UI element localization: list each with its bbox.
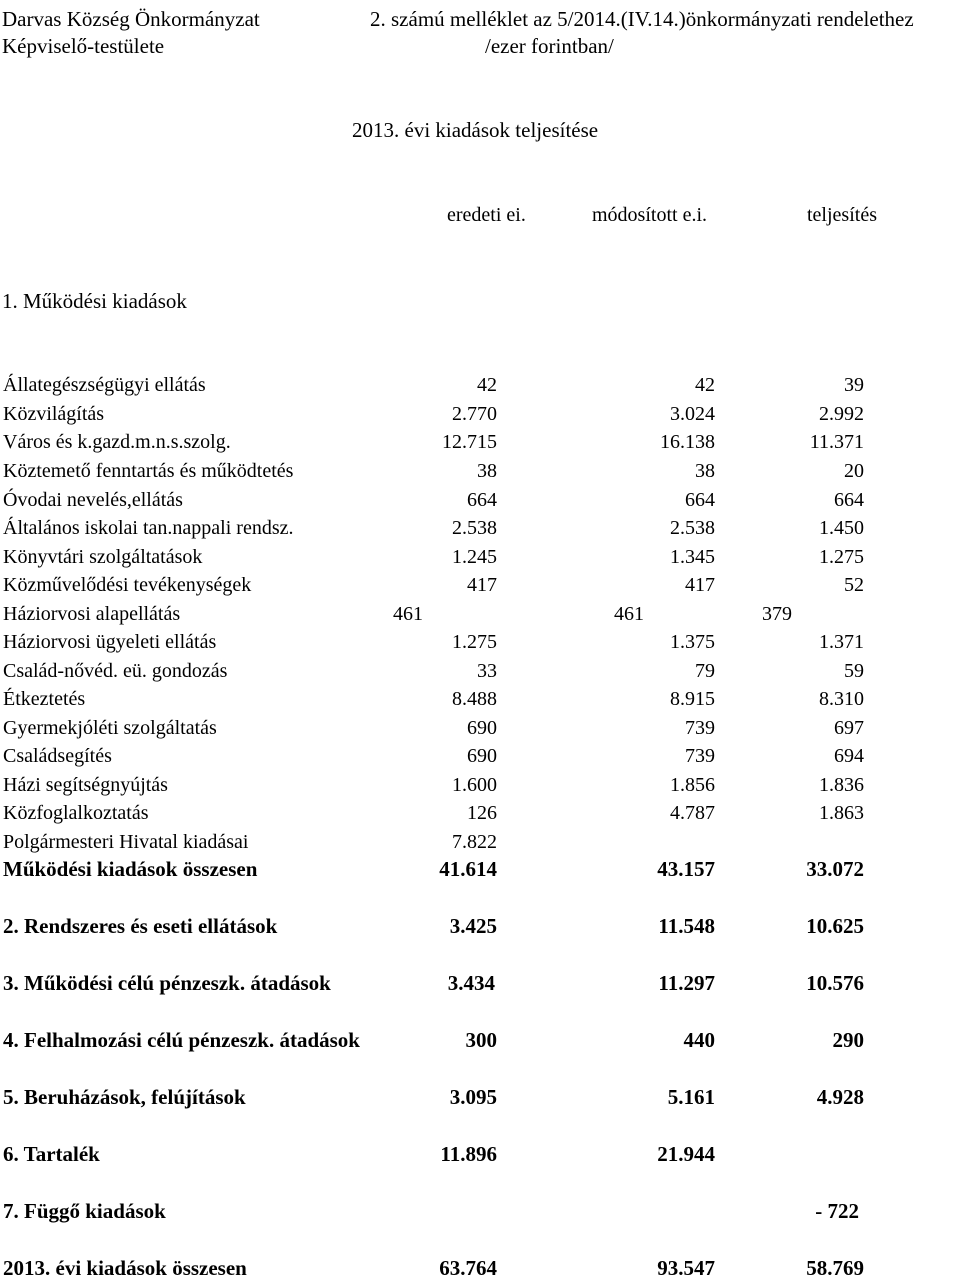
row-modified: 38 [695, 460, 715, 482]
row-label: Házi segítségnyújtás [3, 774, 168, 796]
row-original: 690 [467, 745, 497, 767]
row-label: Köztemető fenntartás és működtetés [3, 460, 294, 482]
row-actual: 290 [832, 1028, 864, 1052]
summary-row [0, 973, 960, 1001]
table-row [0, 746, 960, 774]
row-actual: 2.992 [819, 403, 864, 425]
table-row [0, 689, 960, 717]
row-original: 1.275 [452, 631, 497, 653]
row-modified: 5.161 [667, 1085, 715, 1109]
row-label: Közfoglalkoztatás [3, 802, 149, 824]
row-original: 1.600 [452, 774, 497, 796]
row-original: 33 [477, 660, 497, 682]
row-label: Óvodai nevelés,ellátás [3, 489, 183, 511]
row-label: Működési kiadások összesen [3, 857, 258, 881]
column-original-header: eredeti ei. [447, 204, 526, 226]
table-row [0, 661, 960, 689]
row-label: 7. Függő kiadások [3, 1199, 166, 1223]
row-label: Közvilágítás [3, 403, 105, 425]
row-modified: 1.345 [670, 546, 715, 568]
row-label: 3. Működési célú pénzeszk. átadások [3, 971, 331, 995]
table-row [0, 461, 960, 489]
column-actual-header: teljesítés [807, 204, 877, 226]
row-modified: 417 [685, 574, 715, 596]
row-modified: 11.297 [658, 971, 715, 995]
row-original: 41.614 [439, 857, 497, 881]
row-original: 2.770 [452, 403, 497, 425]
row-actual: 39 [844, 374, 864, 396]
document-title: 2013. évi kiadások teljesítése [352, 118, 599, 142]
row-modified: 3.024 [670, 403, 715, 425]
row-modified: 11.548 [658, 914, 715, 938]
row-modified: 739 [685, 745, 715, 767]
row-label: Állategészségügyi ellátás [3, 374, 206, 396]
table-row [0, 518, 960, 546]
row-modified: 16.138 [660, 431, 715, 453]
row-modified: 664 [685, 489, 715, 511]
org-body: Képviselő-testülete [2, 34, 165, 58]
row-label: Általános iskolai tan.nappali rendsz. [3, 517, 294, 539]
row-actual: 1.450 [819, 517, 864, 539]
row-label: 5. Beruházások, felújítások [3, 1085, 246, 1109]
row-label: Étkeztetés [3, 688, 86, 710]
table-row [0, 604, 960, 632]
row-modified: 79 [695, 660, 715, 682]
row-modified: 42 [695, 374, 715, 396]
row-actual: 52 [844, 574, 864, 596]
table-row [0, 575, 960, 603]
table-row [0, 432, 960, 460]
row-modified: 8.915 [670, 688, 715, 710]
column-modified-header: módosított e.i. [592, 204, 707, 226]
row-original: 42 [477, 374, 497, 396]
row-modified: 739 [685, 717, 715, 739]
table-row [0, 632, 960, 660]
row-original: 63.764 [439, 1256, 497, 1280]
table-row [0, 775, 960, 803]
row-actual: 58.769 [806, 1256, 864, 1280]
row-actual: 10.625 [806, 914, 864, 938]
row-modified: 1.375 [670, 631, 715, 653]
table-row [0, 547, 960, 575]
row-modified: 43.157 [657, 857, 715, 881]
summary-row [0, 1087, 960, 1115]
operating-total-row [0, 859, 960, 887]
row-label: Város és k.gazd.m.n.s.szolg. [3, 431, 231, 453]
table-row [0, 404, 960, 432]
row-original: 38 [477, 460, 497, 482]
table-row [0, 375, 960, 403]
row-original: 126 [467, 802, 497, 824]
org-name: Darvas Község Önkormányzat [2, 7, 260, 31]
row-actual: 1.863 [819, 802, 864, 824]
grand-total-row [0, 1258, 960, 1286]
row-modified: 1.856 [670, 774, 715, 796]
row-actual: 4.928 [816, 1085, 864, 1109]
row-label: Háziorvosi alapellátás [3, 603, 181, 625]
row-actual: 1.275 [819, 546, 864, 568]
table-row [0, 490, 960, 518]
row-label: Családsegítés [3, 745, 112, 767]
row-original: 12.715 [442, 431, 497, 453]
row-original: 664 [467, 489, 497, 511]
row-label: Könyvtári szolgáltatások [3, 546, 203, 568]
row-modified: 4.787 [670, 802, 715, 824]
row-actual: 697 [834, 717, 864, 739]
row-original: 461 [393, 603, 423, 625]
row-original: 7.822 [452, 831, 497, 853]
row-modified: 2.538 [670, 517, 715, 539]
row-actual: 11.371 [809, 431, 864, 453]
row-modified: 21.944 [657, 1142, 715, 1166]
row-actual: - 722 [815, 1199, 859, 1223]
row-label: Család-nővéd. eü. gondozás [3, 660, 228, 682]
row-original: 8.488 [452, 688, 497, 710]
row-original: 11.896 [440, 1142, 497, 1166]
row-actual: 1.836 [819, 774, 864, 796]
row-actual: 1.371 [819, 631, 864, 653]
row-actual: 33.072 [806, 857, 864, 881]
row-actual: 694 [834, 745, 864, 767]
row-original: 2.538 [452, 517, 497, 539]
row-modified: 440 [683, 1028, 715, 1052]
row-original: 3.434 [447, 971, 495, 995]
row-label: Háziorvosi ügyeleti ellátás [3, 631, 217, 653]
row-actual: 10.576 [806, 971, 864, 995]
table-row [0, 832, 960, 860]
currency-unit: /ezer forintban/ [485, 34, 614, 58]
table-row [0, 718, 960, 746]
row-label: Gyermekjóléti szolgáltatás [3, 717, 217, 739]
row-label: 2013. évi kiadások összesen [3, 1256, 247, 1280]
row-label: 4. Felhalmozási célú pénzeszk. átadások [3, 1028, 360, 1052]
row-original: 417 [467, 574, 497, 596]
row-original: 3.425 [449, 914, 497, 938]
table-row [0, 803, 960, 831]
row-actual: 379 [762, 603, 792, 625]
row-original: 1.245 [452, 546, 497, 568]
row-label: 6. Tartalék [3, 1142, 100, 1166]
row-label: 2. Rendszeres és eseti ellátások [3, 914, 278, 938]
summary-row [0, 916, 960, 944]
row-label: Közművelődési tevékenységek [3, 574, 252, 596]
row-original: 3.095 [449, 1085, 497, 1109]
row-actual: 20 [844, 460, 864, 482]
row-modified: 93.547 [657, 1256, 715, 1280]
summary-row [0, 1030, 960, 1058]
row-actual: 8.310 [819, 688, 864, 710]
row-actual: 59 [844, 660, 864, 682]
row-label: Polgármesteri Hivatal kiadásai [3, 831, 249, 853]
row-original: 300 [465, 1028, 497, 1052]
summary-row [0, 1201, 960, 1229]
row-actual: 664 [834, 489, 864, 511]
row-modified: 461 [614, 603, 644, 625]
summary-row [0, 1144, 960, 1172]
row-original: 690 [467, 717, 497, 739]
annex-reference: 2. számú melléklet az 5/2014.(IV.14.)önkormányzati rendelethez [370, 7, 914, 31]
section-title-operating: 1. Működési kiadások [2, 289, 187, 313]
